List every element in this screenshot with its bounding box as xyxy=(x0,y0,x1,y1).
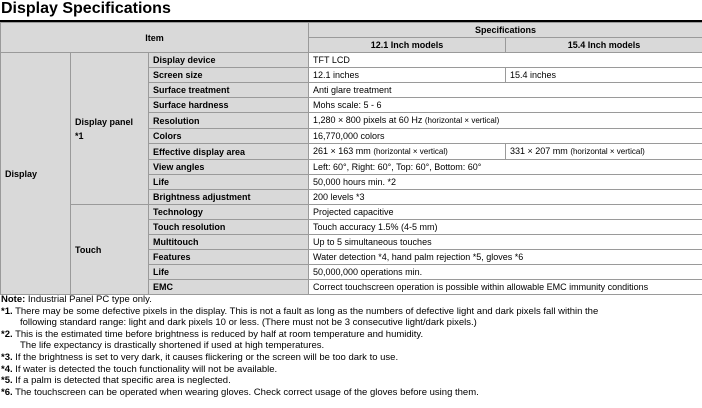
note-text: Industrial Panel PC type only. xyxy=(27,294,152,305)
footnote-text: There may be some defective pixels in the display. This is not a fault as long as the numbers of defective light and dark pixels fall within the xyxy=(15,305,599,317)
footnote-mark: *2. xyxy=(1,328,13,340)
value-text: Up to 5 simultaneous touches xyxy=(313,237,432,247)
footnote-mark: *3. xyxy=(1,351,13,363)
footnote-line xyxy=(1,352,701,364)
footnote-line xyxy=(1,306,701,318)
row-value xyxy=(309,98,702,113)
row-key: Resolution xyxy=(149,113,309,129)
value-text: 1,280 × 800 pixels at 60 Hz xyxy=(313,115,423,125)
value-text: Touch accuracy 1.5% (4-5 mm) xyxy=(313,222,438,232)
row-key: EMC xyxy=(149,280,309,295)
row-key: Technology xyxy=(149,205,309,220)
row-key: Life xyxy=(149,265,309,280)
footnote-line xyxy=(1,375,701,387)
group-display-label: Display xyxy=(1,53,71,295)
row-key: Display device xyxy=(149,53,309,68)
row-key: Surface hardness xyxy=(149,98,309,113)
footnote-text: The touchscreen can be operated when wearing gloves. Check correct usage of the gloves before using them. xyxy=(15,386,479,398)
row-key: View angles xyxy=(149,160,309,175)
row-value xyxy=(309,53,702,68)
model-15-header: 15.4 Inch models xyxy=(506,38,702,53)
row-value xyxy=(309,265,702,280)
row-key: Effective display area xyxy=(149,144,309,160)
value-text: 12.1 inches xyxy=(313,70,360,80)
footnote-mark: *1. xyxy=(1,305,13,317)
value-12-inch xyxy=(309,68,506,83)
value-12-inch xyxy=(309,144,506,160)
value-unit-note: (horizontal × vertical) xyxy=(424,116,500,125)
footnote-mark: *5. xyxy=(1,375,13,387)
footnote-line xyxy=(1,387,701,399)
subgroup-touch-line: Touch xyxy=(75,244,102,255)
row-value xyxy=(309,175,702,190)
row-key: Touch resolution xyxy=(149,220,309,235)
subgroup-display-panel-line: *1 xyxy=(75,130,84,141)
value-text: 15.4 inches xyxy=(510,70,557,80)
spec-table xyxy=(0,22,702,295)
row-value xyxy=(309,250,702,265)
value-text: 331 × 207 mm xyxy=(510,146,568,156)
row-key: Multitouch xyxy=(149,235,309,250)
row-value xyxy=(309,190,702,205)
note-line xyxy=(1,294,701,306)
footnote-line xyxy=(1,329,701,341)
table-row xyxy=(1,205,702,220)
row-key: Surface treatment xyxy=(149,83,309,98)
value-text: Projected capacitive xyxy=(313,207,394,217)
footnote-mark: *4. xyxy=(1,363,13,375)
value-text: Mohs scale: 5 - 6 xyxy=(313,100,382,110)
footnote-line xyxy=(1,364,701,376)
model-12-header: 12.1 Inch models xyxy=(309,38,506,53)
value-unit-note: (horizontal × vertical) xyxy=(570,147,645,156)
value-text: Left: 60°, Right: 60°, Top: 60°, Bottom: 60° xyxy=(313,162,482,172)
row-value xyxy=(309,205,702,220)
value-text: 261 × 163 mm xyxy=(313,146,371,156)
footnote-text: If a palm is detected that specific area is neglected. xyxy=(15,375,231,387)
row-key: Screen size xyxy=(149,68,309,83)
footnote-line xyxy=(1,317,701,329)
row-value xyxy=(309,160,702,175)
row-value xyxy=(309,129,702,144)
value-text: Anti glare treatment xyxy=(313,85,392,95)
subgroup-touch xyxy=(71,205,149,295)
subgroup-display-panel-line: Display panel xyxy=(75,116,134,127)
footnote-line xyxy=(1,340,701,352)
row-key: Life xyxy=(149,175,309,190)
row-value xyxy=(309,220,702,235)
row-key: Features xyxy=(149,250,309,265)
value-text: 16,770,000 colors xyxy=(313,131,385,141)
value-text: TFT LCD xyxy=(313,55,350,65)
value-text: Correct touchscreen operation is possible within allowable EMC immunity conditions xyxy=(313,282,649,292)
value-15-inch xyxy=(506,144,702,160)
table-row xyxy=(1,53,702,68)
row-key: Colors xyxy=(149,129,309,144)
subgroup-display-panel xyxy=(71,53,149,205)
footnote-text: The life expectancy is drastically shortened if used at high temperatures. xyxy=(20,340,325,352)
note-label: Note: xyxy=(1,294,26,305)
value-text: 200 levels *3 xyxy=(313,192,365,202)
value-text: Water detection *4, hand palm rejection *5, gloves *6 xyxy=(313,252,524,262)
item-header: Item xyxy=(1,23,309,53)
spec-header: Specifications xyxy=(309,23,702,38)
page-title: Display Specifications xyxy=(1,0,171,17)
value-text: 50,000 hours min. *2 xyxy=(313,177,397,187)
value-unit-note: (horizontal × vertical) xyxy=(373,147,448,156)
row-key: Brightness adjustment xyxy=(149,190,309,205)
row-value xyxy=(309,280,702,295)
footnote-mark: *6. xyxy=(1,386,13,398)
row-value xyxy=(309,83,702,98)
footnote-text: This is the estimated time before brightness is reduced by half at room temperature and humidity. xyxy=(15,328,424,340)
row-value xyxy=(309,113,702,129)
row-value xyxy=(309,235,702,250)
value-15-inch xyxy=(506,68,702,83)
footnote-text: If the brightness is set to very dark, it causes flickering or the screen will be too dark to use. xyxy=(15,351,399,363)
value-text: 50,000,000 operations min. xyxy=(313,267,423,277)
footnote-text: following standard range: light and dark pixels 10 or less. (There must not be 3 consecutive light/dark pixels.) xyxy=(20,317,477,329)
footnote-text: If water is detected the touch functionality will not be available. xyxy=(15,363,278,375)
notes xyxy=(1,294,701,398)
